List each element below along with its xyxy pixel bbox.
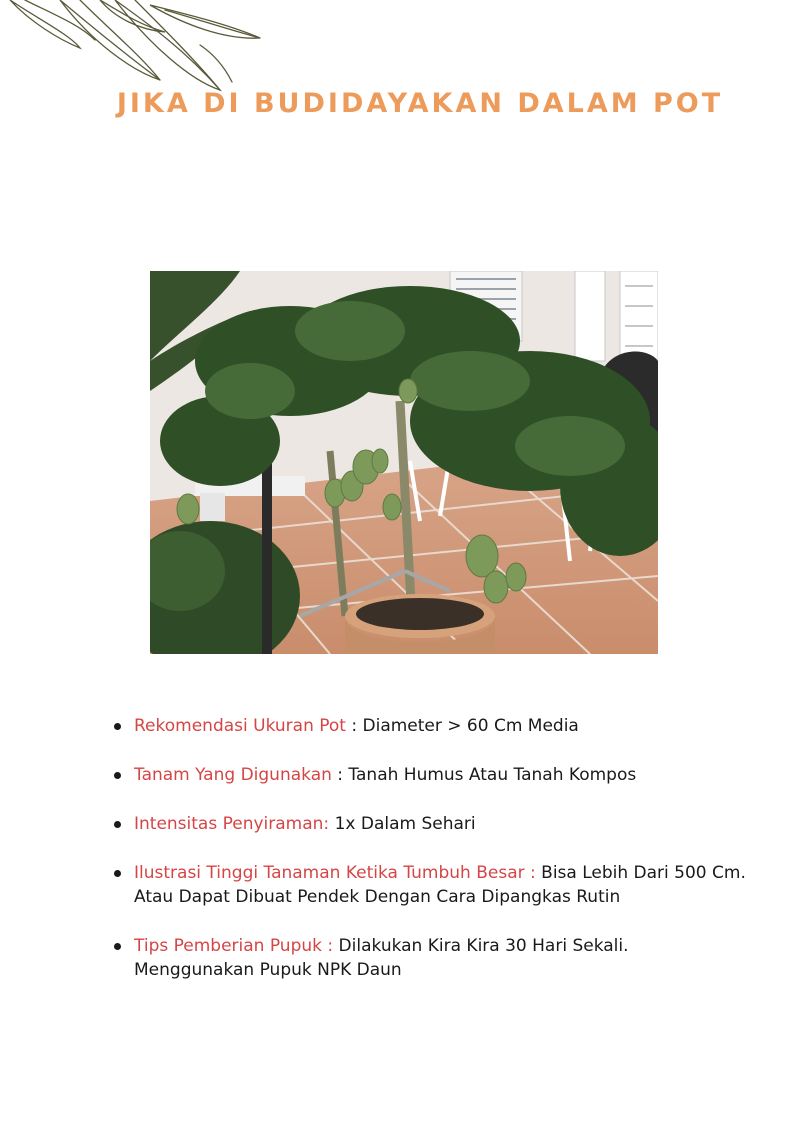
item-label: Tanam Yang Digunakan <box>134 765 332 785</box>
bullet-icon <box>114 772 121 779</box>
leaf-outline-decoration-icon <box>0 0 270 95</box>
item-text: Dilakukan Kira Kira 30 Hari Sekali. Menggunakan Pupuk NPK Daun <box>134 936 629 980</box>
bullet-icon <box>114 943 121 950</box>
care-info-list <box>110 714 750 1007</box>
list-item-watering <box>110 812 750 836</box>
item-label: Tips Pemberian Pupuk : <box>134 936 334 956</box>
bullet-icon <box>114 723 121 730</box>
list-item-pot-size <box>110 714 750 738</box>
bullet-icon <box>114 870 121 877</box>
bullet-icon <box>114 821 121 828</box>
item-label: Intensitas Penyiraman: <box>134 814 330 834</box>
page-title: JIKA DI BUDIDAYAKAN DALAM POT <box>116 88 724 119</box>
mango-tree-in-pot-photo <box>150 271 658 654</box>
item-label: Ilustrasi Tinggi Tanaman Ketika Tumbuh Besar : <box>134 863 536 883</box>
list-item-plant-height <box>110 861 750 909</box>
item-text: 1x Dalam Sehari <box>329 814 476 834</box>
list-item-planting-media <box>110 763 750 787</box>
item-text: : Diameter > 60 Cm Media <box>345 716 579 736</box>
list-item-fertilizer <box>110 934 750 982</box>
item-text: : Tanah Humus Atau Tanah Kompos <box>331 765 637 785</box>
item-label: Rekomendasi Ukuran Pot <box>134 716 346 736</box>
item-text: Bisa Lebih Dari 500 Cm. Atau Dapat Dibuat Pendek Dengan Cara Dipangkas Rutin <box>134 863 746 907</box>
